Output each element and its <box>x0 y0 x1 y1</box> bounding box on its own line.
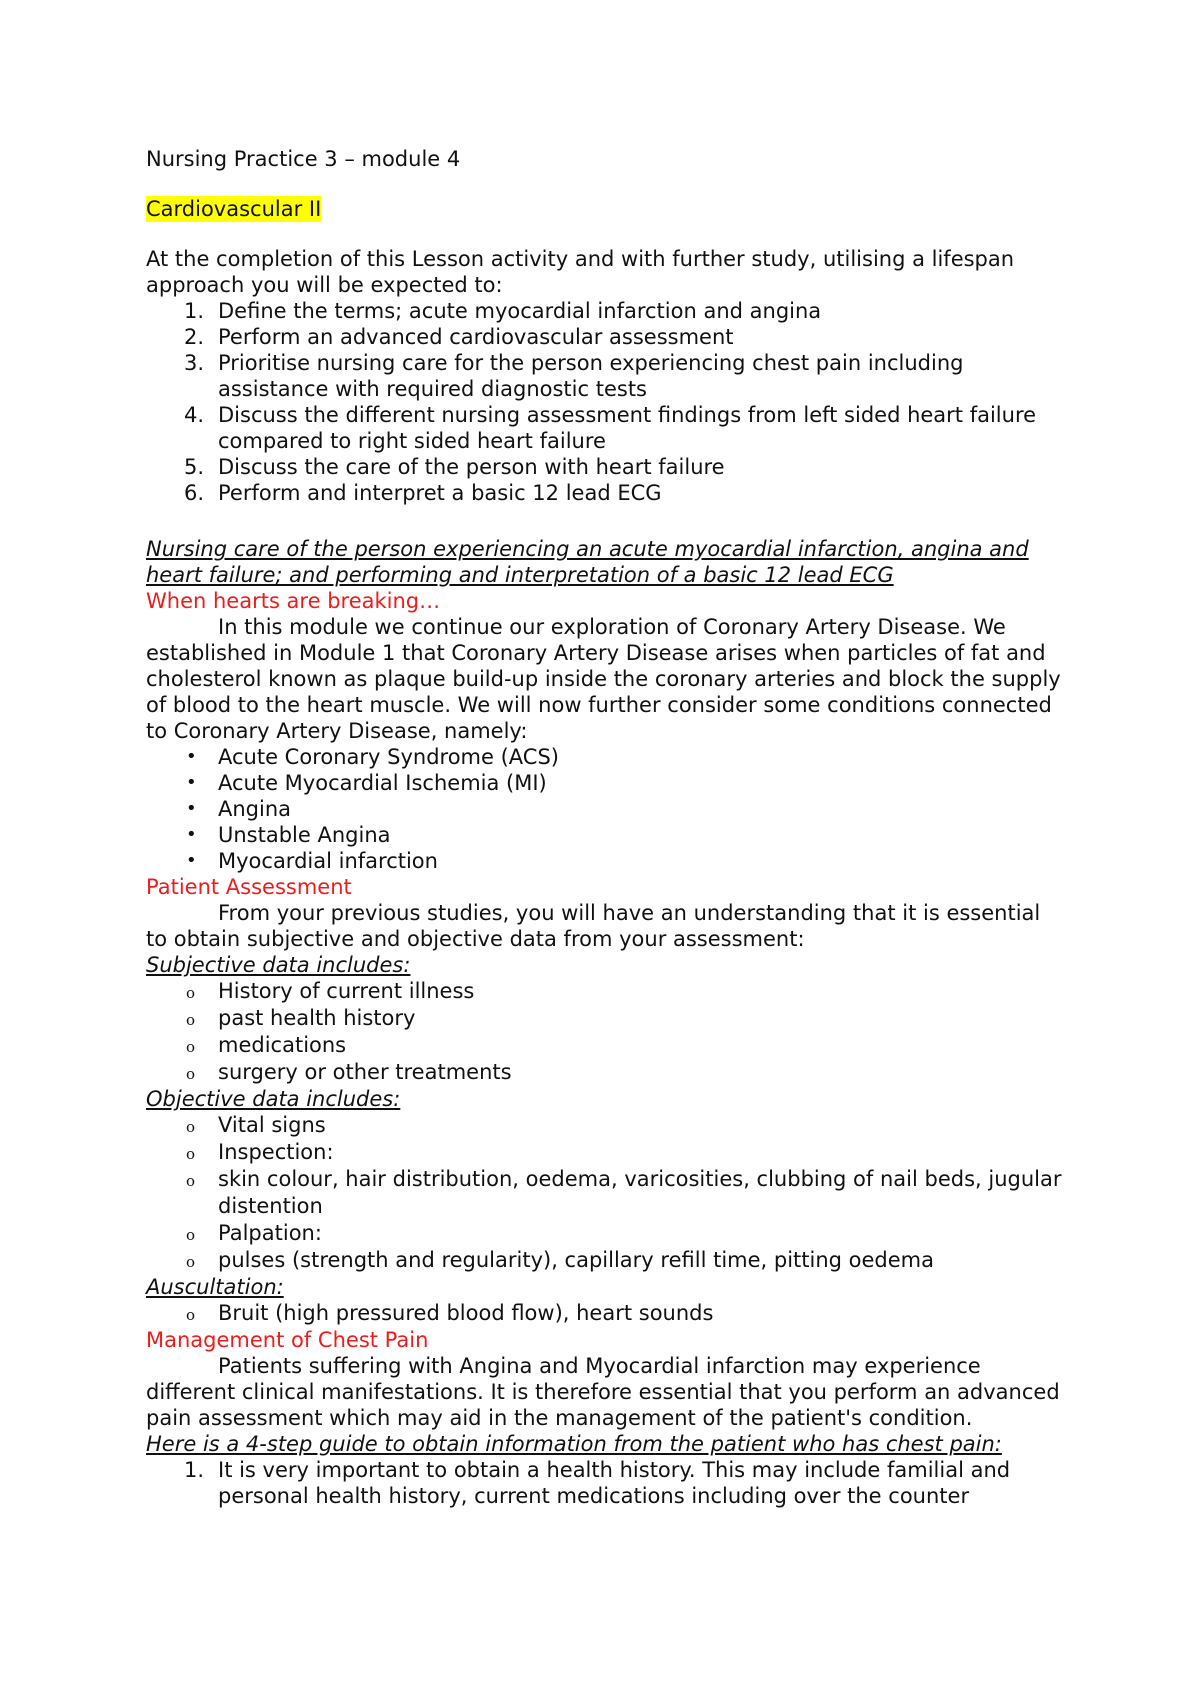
circle-bullet-icon: o <box>186 1306 196 1324</box>
list-item: o skin colour, hair distribution, oedema, varicosities, clubbing of nail beds, jugular distention <box>186 1167 1062 1218</box>
circle-bullet-icon: o <box>186 1118 196 1136</box>
chest-pain-paragraph: Patients suffering with Angina and Myocardial infarction may experience different clinical manifestations. It is therefore essential that you perform an advanced pain assessment which may aid in the management of the patient's condition. <box>146 1354 1060 1430</box>
list-item: 1. Define the terms; acute myocardial infarction and angina <box>184 299 822 323</box>
topic-heading: Nursing care of the person experiencing an acute myocardial infarction, angina and heart failure; and performing and interpretation of a basic 12 lead ECG <box>146 537 1029 587</box>
list-item: o Vital signs <box>146 1112 1066 1139</box>
subjective-list <box>146 978 1066 1086</box>
breaking-heading: When hearts are breaking… <box>146 589 441 613</box>
list-item: 6. Perform and interpret a basic 12 lead ECG <box>184 481 662 505</box>
circle-bullet-icon: o <box>186 1253 196 1271</box>
bullet-icon: • <box>186 772 197 793</box>
list-item: • Acute Myocardial Ischemia (MI) <box>186 771 547 795</box>
objectives-list <box>146 298 1066 506</box>
bullet-icon: • <box>186 850 197 871</box>
document-title: Nursing Practice 3 – module 4 <box>146 147 461 171</box>
section-heading: Cardiovascular II <box>146 197 322 221</box>
objective-label: Objective data includes: <box>146 1087 401 1111</box>
list-item: • Acute Coronary Syndrome (ACS) <box>186 745 559 769</box>
list-item: • Unstable Angina <box>186 823 391 847</box>
circle-bullet-icon: o <box>186 1038 196 1056</box>
circle-bullet-icon: o <box>186 984 196 1002</box>
document-page <box>146 146 1066 1509</box>
chest-pain-heading: Management of Chest Pain <box>146 1328 429 1352</box>
intro-paragraph: At the completion of this Lesson activity and with further study, utilising a lifespan approach you will be expected to: <box>146 247 1015 297</box>
list-item: o past health history <box>146 1005 1066 1032</box>
list-item: o pulses (strength and regularity), capillary refill time, pitting oedema <box>146 1247 1066 1274</box>
list-item: o History of current illness <box>146 978 1066 1005</box>
auscultation-label: Auscultation: <box>146 1275 284 1299</box>
list-item: • Angina <box>186 797 292 821</box>
bullet-icon: • <box>186 746 197 767</box>
list-item: o medications <box>146 1032 1066 1059</box>
circle-bullet-icon: o <box>186 1226 196 1244</box>
list-item: o Palpation: <box>146 1220 1066 1247</box>
circle-bullet-icon: o <box>186 1145 196 1163</box>
assessment-paragraph: From your previous studies, you will have an understanding that it is essential to obtain subjective and objective data from your assessment: <box>146 901 1041 951</box>
list-item: 1. It is very important to obtain a health history. This may include familial and personal health history, current medications including over the counter <box>184 1458 1011 1508</box>
objective-list <box>146 1112 1066 1274</box>
list-item: 2. Perform an advanced cardiovascular assessment <box>184 325 734 349</box>
list-item: • Myocardial infarction <box>186 849 438 873</box>
circle-bullet-icon: o <box>186 1172 196 1190</box>
list-item: o Inspection: <box>146 1139 1066 1166</box>
bullet-icon: • <box>186 798 197 819</box>
list-item: 4. Discuss the different nursing assessment findings from left sided heart failure compared to right sided heart failure <box>184 403 1037 453</box>
subjective-label: Subjective data includes: <box>146 953 411 977</box>
list-item: 3. Prioritise nursing care for the person experiencing chest pain including assistance with required diagnostic tests <box>184 351 964 401</box>
guide-label: Here is a 4-step guide to obtain information from the patient who has chest pain: <box>146 1432 1002 1456</box>
auscultation-list <box>146 1300 1066 1327</box>
circle-bullet-icon: o <box>186 1011 196 1029</box>
circle-bullet-icon: o <box>186 1065 196 1083</box>
bullet-icon: • <box>186 824 197 845</box>
list-item: 5. Discuss the care of the person with heart failure <box>184 455 725 479</box>
list-item: o surgery or other treatments <box>146 1059 1066 1086</box>
list-item: o Bruit (high pressured blood flow), heart sounds <box>146 1300 1066 1327</box>
assessment-heading: Patient Assessment <box>146 875 352 899</box>
breaking-paragraph: In this module we continue our exploration of Coronary Artery Disease. We established in Module 1 that Coronary Artery Disease arises when particles of fat and cholesterol known as plaque build-up inside the coronary arteries and block the supply of blood to the heart muscle. We will now further consider some conditions connected to Coronary Artery Disease, namely: <box>146 615 1061 743</box>
conditions-list <box>146 744 1066 874</box>
guide-list <box>146 1457 1066 1509</box>
